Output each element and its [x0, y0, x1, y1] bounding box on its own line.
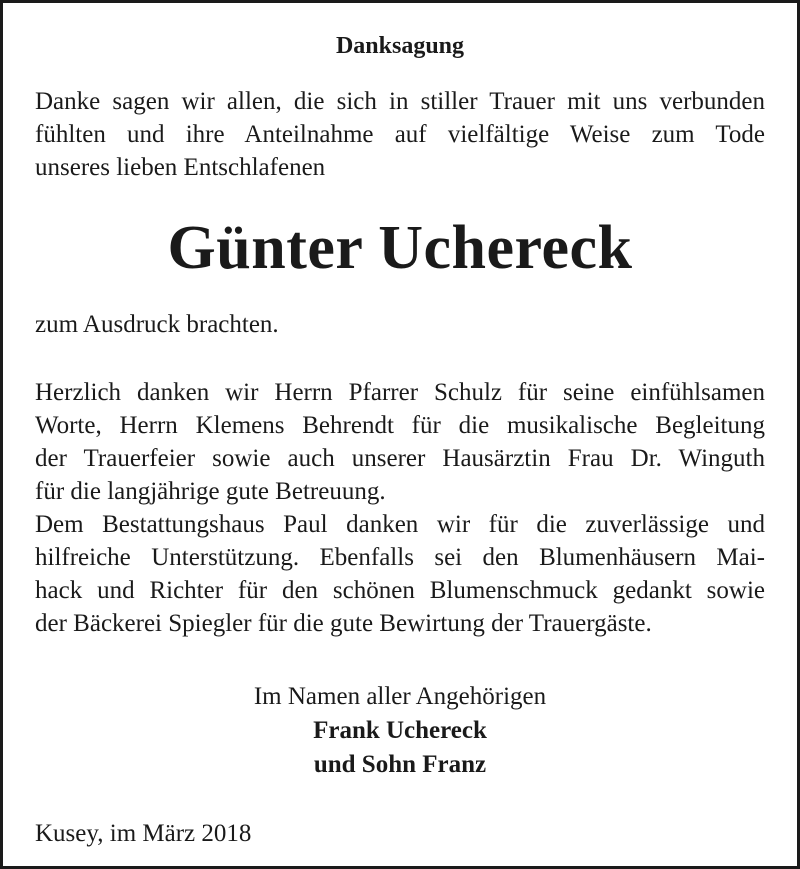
signature-name-1: Frank Uchereck: [313, 717, 487, 744]
thanks-paragraph: [35, 376, 765, 640]
place-date: Kusey, im März 2018: [35, 820, 252, 847]
thanks-line: der Trauerfeier sowie auch unserer Hausärztin Frau Dr. Winguth: [35, 445, 765, 472]
intro-line: Danke sagen wir allen, die sich in stiller Trauer mit uns verbunden: [35, 88, 765, 115]
deceased-name: Günter Uchereck: [167, 214, 633, 282]
signature-name-2: und Sohn Franz: [313, 751, 487, 778]
thanks-line: Dem Bestattungshaus Paul danken wir für die zuverlässige und: [35, 511, 765, 538]
intro-line: fühlten und ihre Anteilnahme auf vielfältige Weise zum Tode: [35, 121, 765, 148]
thanks-line: für die langjährige gute Betreuung.: [35, 478, 386, 505]
thanks-line: hack und Richter für den schönen Blumenschmuck gedankt sowie: [35, 577, 765, 604]
signature-block: [35, 680, 765, 782]
notice-heading: Danksagung: [335, 33, 465, 59]
thanks-line: der Bäckerei Spiegler für die gute Bewirtung der Trauergäste.: [35, 610, 652, 637]
after-name-text: zum Ausdruck brachten.: [35, 311, 279, 338]
intro-line: unseres lieben Entschlafenen: [35, 154, 326, 181]
signature-preamble: Im Namen aller Angehörigen: [253, 683, 547, 710]
thanks-line: hilfreiche Unterstützung. Ebenfalls sei den Blumenhäusern Mai-: [35, 544, 765, 571]
intro-paragraph: [35, 85, 765, 184]
thanks-line: Worte, Herrn Klemens Behrendt für die musikalische Begleitung: [35, 412, 765, 439]
thanks-line: Herzlich danken wir Herrn Pfarrer Schulz für seine einfühlsamen: [35, 379, 765, 406]
